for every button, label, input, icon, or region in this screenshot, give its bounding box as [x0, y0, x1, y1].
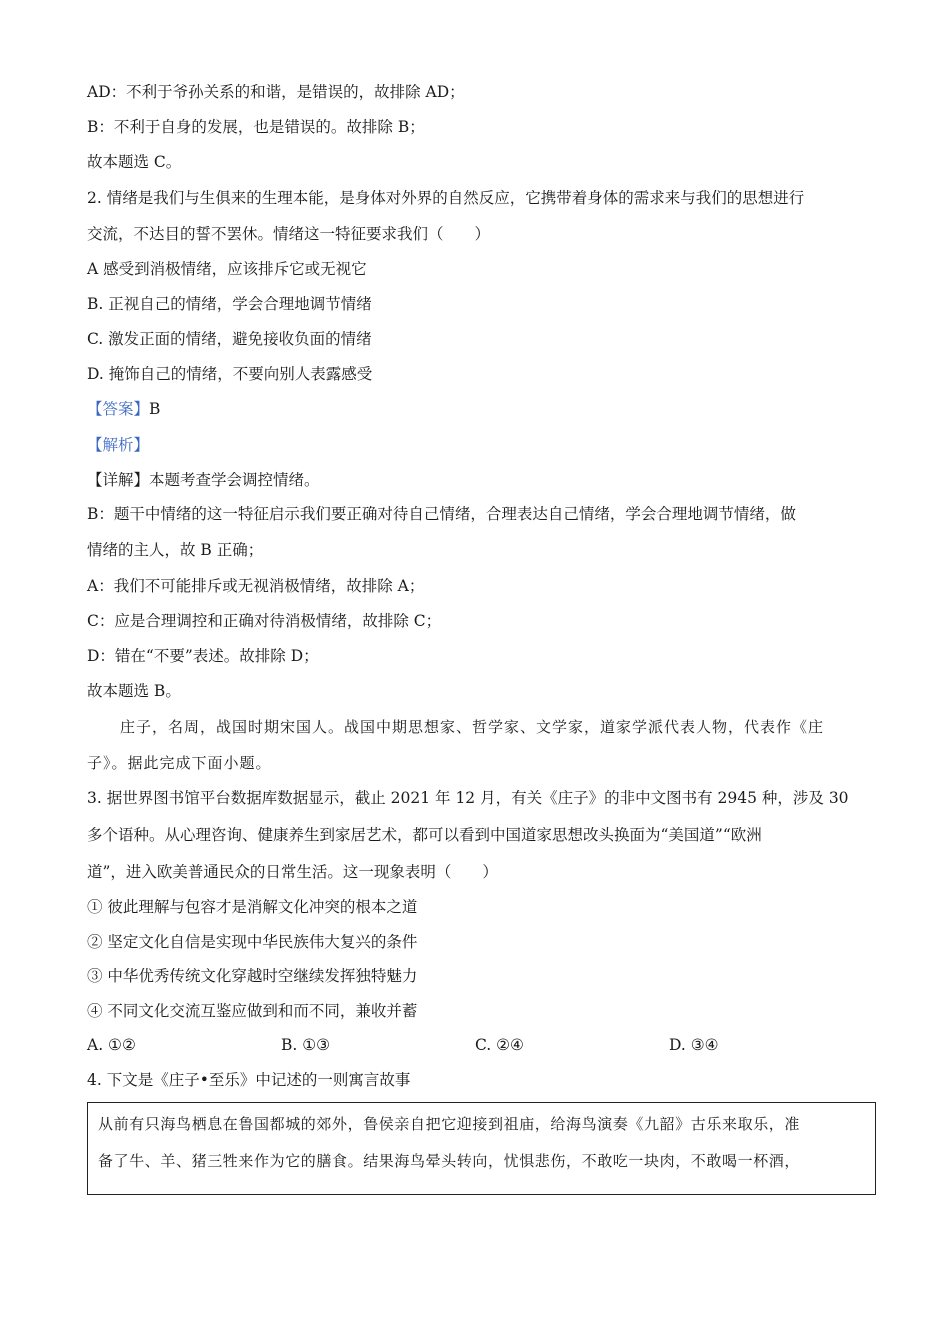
answer-label: 【答案】 — [87, 400, 150, 418]
question-4-title: 4. 下文是《庄子•至乐》中记述的一则寓言故事 — [87, 1071, 411, 1089]
question-3-stem-cont: 多个语种。从心理咨询、健康养生到家居艺术，都可以看到中国道家思想改头换面为“美国道”“欧洲 — [87, 826, 762, 844]
detail-line: B：题干中情绪的这一特征启示我们要正确对待自己情绪，合理表达自己情绪，学会合理地调节情绪，做 — [87, 505, 796, 523]
text-line: B：不利于自身的发展，也是错误的。故排除 B； — [87, 118, 425, 136]
q3-option-a: A. ①② — [87, 1036, 136, 1054]
statement-4: ④ 不同文化交流互鉴应做到和而不同，兼收并蓄 — [87, 1002, 418, 1020]
statement-3: ③ 中华优秀传统文化穿越时空继续发挥独特魅力 — [87, 967, 418, 985]
q3-option-d: D. ③④ — [669, 1036, 719, 1054]
option-c: C. 激发正面的情绪，避免接收负面的情绪 — [87, 330, 372, 348]
question-3-stem: 3. 据世界图书馆平台数据库数据显示，截止 2021 年 12 月，有关《庄子》的非中文图书有 2945 种，涉及 30 — [87, 789, 849, 807]
option-d: D. 掩饰自己的情绪，不要向别人表露感受 — [87, 365, 373, 383]
text-line: 故本题选 C。 — [87, 153, 182, 171]
detail-line: A：我们不可能排斥或无视消极情绪，故排除 A； — [87, 577, 425, 595]
option-a: A 感受到消极情绪，应该排斥它或无视它 — [87, 260, 367, 278]
story-line: 备了牛、羊、猪三牲来作为它的膳食。结果海鸟晕头转向，忧惧悲伤，不敢吃一块肉，不敢喝一杯酒， — [98, 1152, 801, 1170]
story-line: 从前有只海鸟栖息在鲁国都城的郊外，鲁侯亲自把它迎接到祖庙，给海鸟演奏《九韶》古乐来取乐，准 — [98, 1115, 801, 1133]
story-box — [87, 1102, 876, 1195]
statement-2: ② 坚定文化自信是实现中华民族伟大复兴的条件 — [87, 933, 418, 951]
analysis-label: 【解析】 — [87, 436, 150, 454]
detail-line: 【详解】本题考查学会调控情绪。 — [87, 471, 320, 489]
answer-line — [87, 399, 160, 419]
passage-line: 庄子，名周，战国时期宋国人。战国中期思想家、哲学家、文学家，道家学派代表人物，代表作《庄 — [120, 718, 825, 736]
option-b: B. 正视自己的情绪，学会合理地调节情绪 — [87, 295, 372, 313]
q3-option-c: C. ②④ — [475, 1036, 524, 1054]
detail-line: 故本题选 B。 — [87, 682, 181, 700]
statement-1: ① 彼此理解与包容才是消解文化冲突的根本之道 — [87, 898, 418, 916]
answer-value: B — [149, 400, 161, 418]
detail-line: D：错在“不要”表述。故排除 D； — [87, 647, 319, 665]
text-line: AD：不利于爷孙关系的和谐，是错误的，故排除 AD； — [87, 83, 465, 101]
detail-line: 情绪的主人，故 B 正确； — [87, 541, 264, 559]
question-2-stem: 2. 情绪是我们与生俱来的生理本能，是身体对外界的自然反应，它携带着身体的需求来与我们的思想进行 — [87, 189, 805, 207]
question-3-stem-cont: 道”，进入欧美普通民众的日常生活。这一现象表明（ ） — [87, 863, 498, 881]
q3-option-b: B. ①③ — [281, 1036, 331, 1054]
question-2-stem-cont: 交流，不达目的誓不罢休。情绪这一特征要求我们（ ） — [87, 225, 491, 243]
passage-line: 子》。据此完成下面小题。 — [87, 754, 272, 772]
detail-line: C：应是合理调控和正确对待消极情绪，故排除 C； — [87, 612, 442, 630]
